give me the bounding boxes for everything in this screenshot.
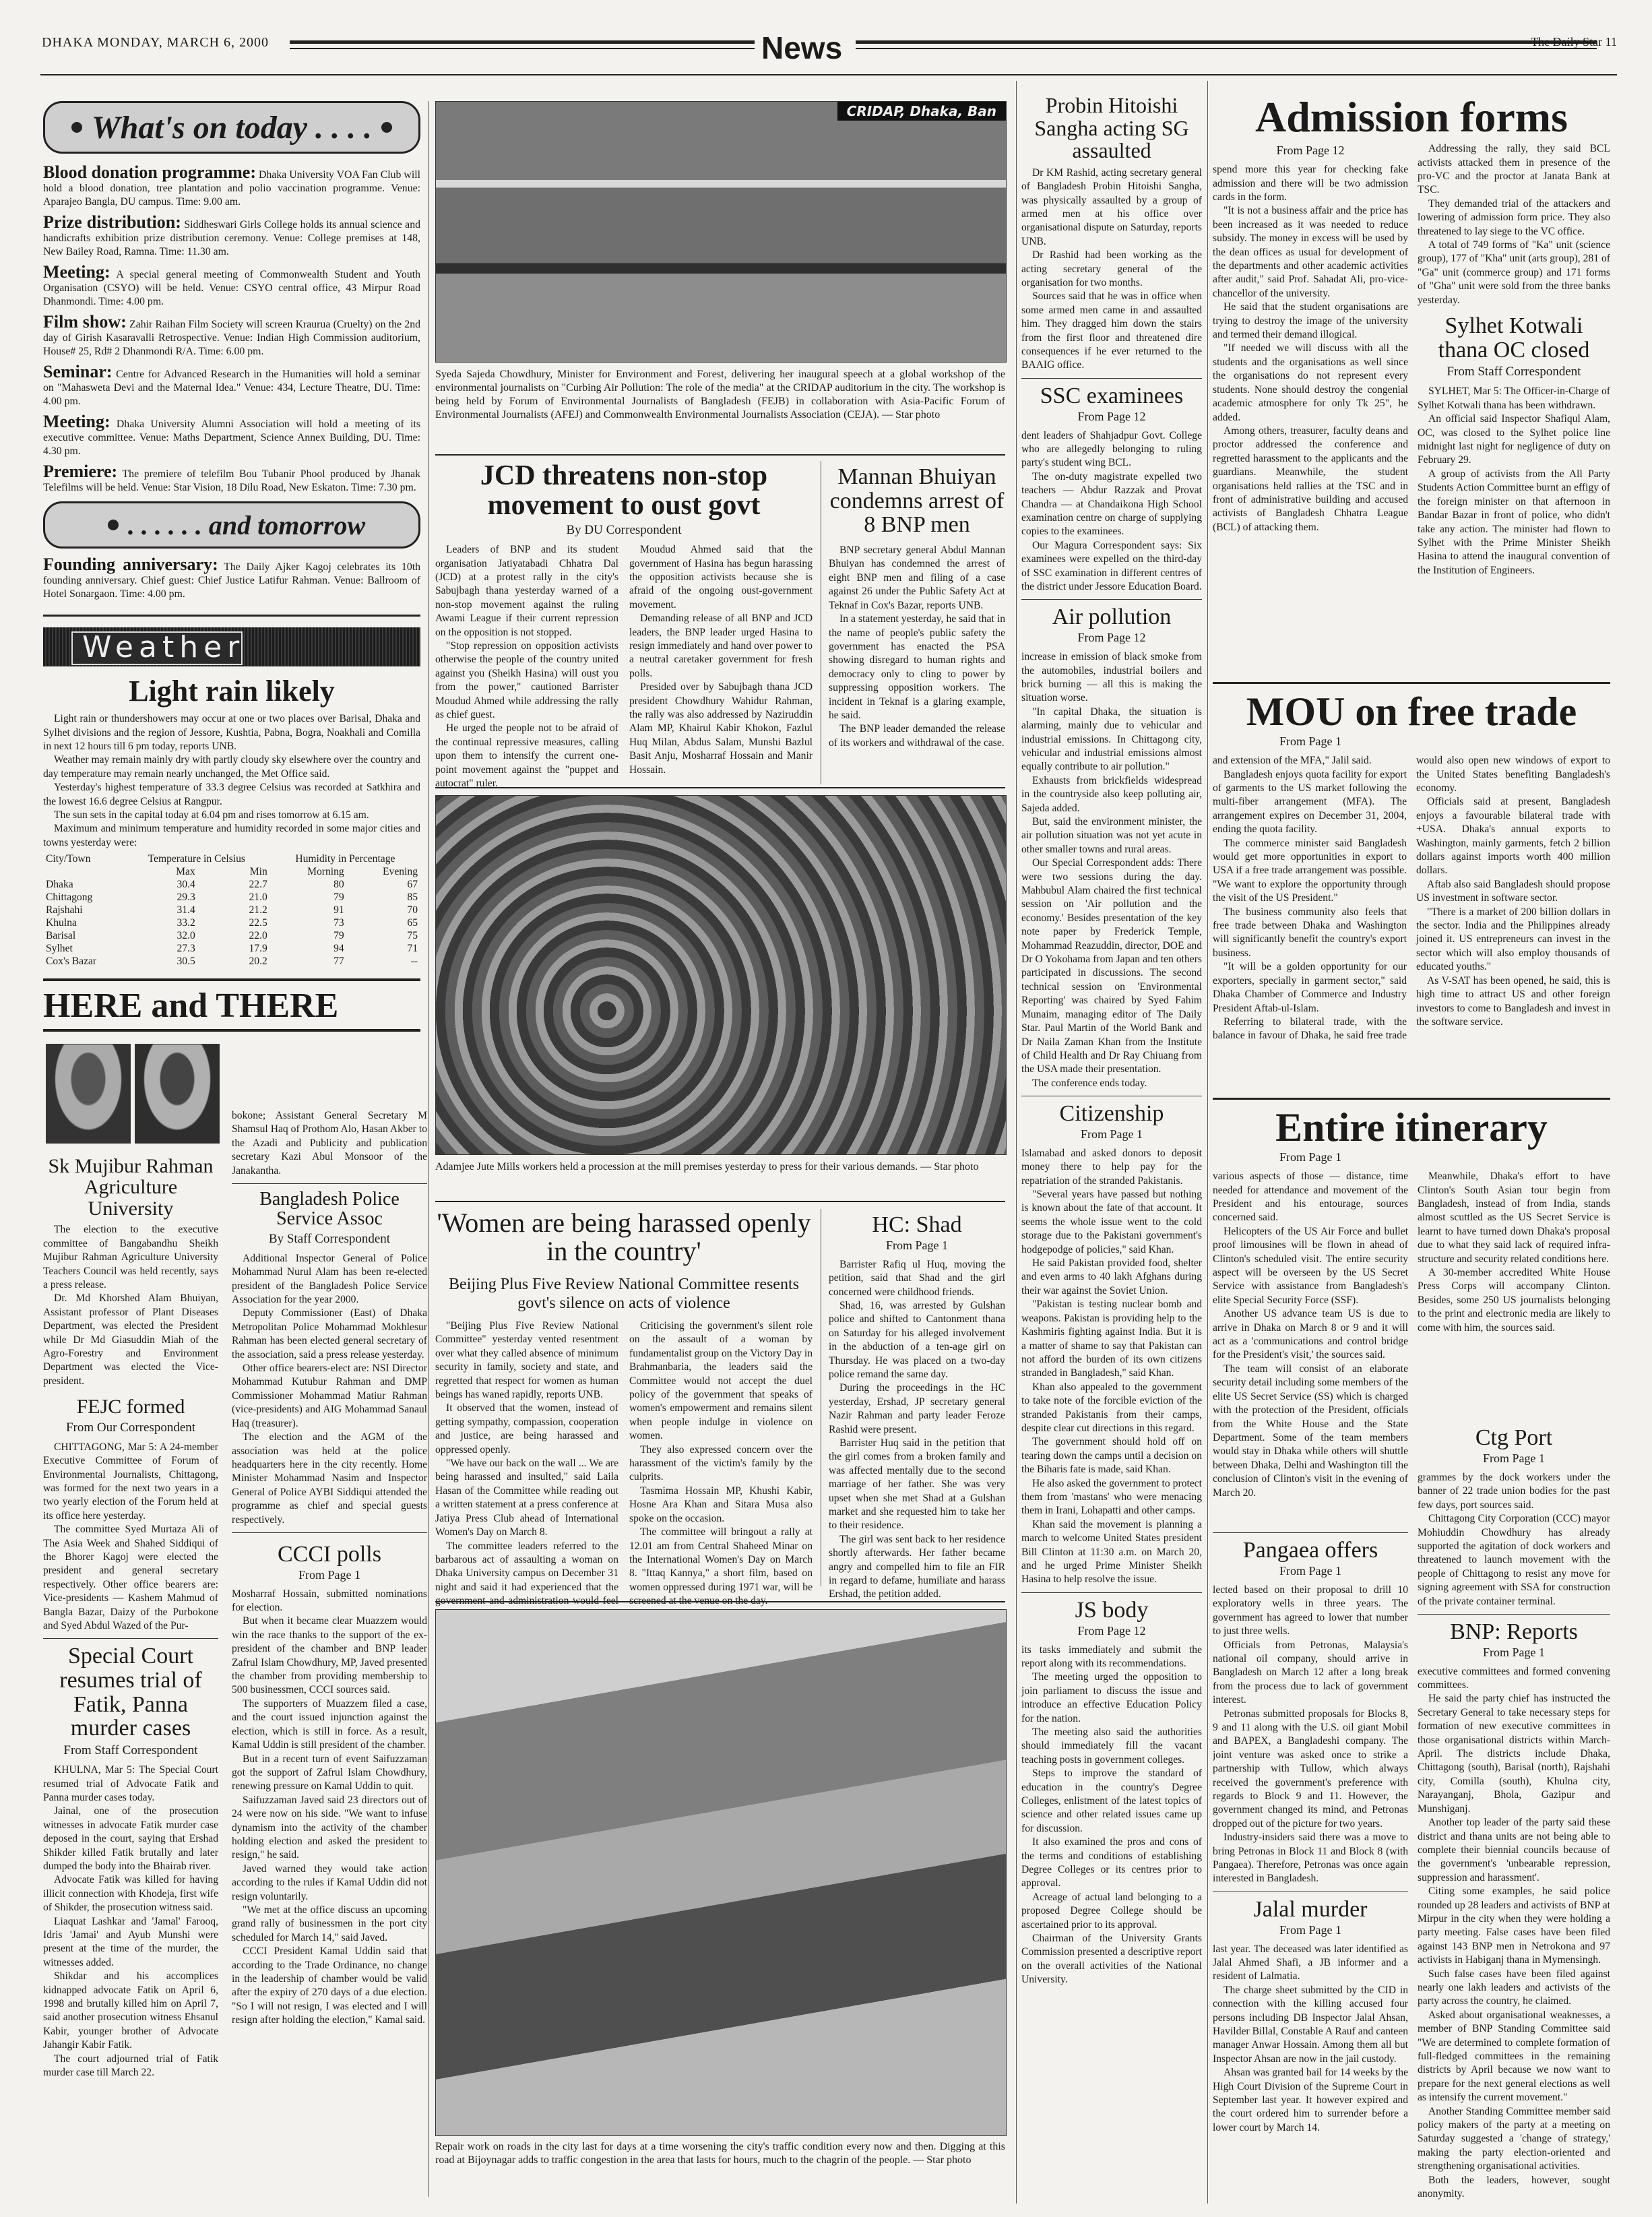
weather-row: Chittagong 29.3 21.0 79 85 <box>46 892 418 904</box>
paragraph: The meeting urged the opposition to join parliament to discuss the issue and introduce an effective Education Policy for the nation. <box>1021 1671 1202 1724</box>
portrait-photo <box>46 1044 131 1144</box>
paragraph: spend more this year for checking fake admission and there will be two admission cards in the form. <box>1213 164 1408 203</box>
paragraph: "Pakistan is testing nuclear bomb and weapons. Pakistan is providing help to the Kashmiris fighting against India. But it is a matter of shame to say that Pakistan can not afford the burden of its own citizens stranded in Bangladesh," said Khan. <box>1021 1299 1202 1379</box>
paragraph: "If needed we will discuss with all the students and the organisations as well since the organisations do not represent every students. None should destroy the congenial academic atmosphere for only Tk 25", he added. <box>1213 342 1408 423</box>
ccci-headline: CCCI polls <box>278 1541 381 1567</box>
paragraph: Jainal, one of the prosecution witnesses in advocate Fatik murder case deposed in the court, saying that Ershad Shikder killed Fatik brutally and later dumped the body into the Bhairab river. <box>43 1805 218 1872</box>
bnp-headline: BNP: Reports <box>1450 1619 1578 1644</box>
event-item: Film show: Zahir Raihan Film Society will screen Kraurua (Cruelty) on the 2nd day of Girish Kasaravalli Retrospective. Venue: Indian High Commission auditorium, House# 25, Rd# 2 Dhanmondi R/A. Time: 6.00 pm. <box>43 312 420 357</box>
paragraph: grammes by the dock workers under the banner of 22 trade union bodies for the past few days, port sources said. <box>1418 1471 1610 1511</box>
paragraph: Chittagong City Corporation (CCC) mayor Mohiuddin Chowdhury has already supported the agitation of dock workers and threatened to launch movement with the people of Chittagong to resist any move for signing agreement with SSA for construction of the private container terminal. <box>1418 1513 1610 1607</box>
paragraph: The supporters of Muazzem filed a case, and the court issued injunction against the election, which is still in force. As a result, Kamal Uddin is still president of the chamber. <box>232 1697 427 1751</box>
paragraph: He said that the student organisations are trying to destroy the image of the university and termed their demand illogical. <box>1213 301 1408 341</box>
paragraph: The conference ends today. <box>1032 1077 1147 1089</box>
paragraph: Chairman of the University Grants Commission presented a descriptive report on the overall activities of the National University. <box>1021 1933 1202 1986</box>
skmr-headline: Sk Mujibur Rahman Agriculture University <box>48 1154 214 1220</box>
paragraph: The government should hold off on tearing down the camps until a decision on the Biharis fate is made, said Khan. <box>1021 1436 1202 1476</box>
paragraph: Dr Rashid had been working as the acting secretary general of the organisation for two months. <box>1021 249 1202 289</box>
women-headline: 'Women are being harassed openly in the country' <box>437 1208 811 1266</box>
paragraph: As V-SAT has been opened, he said, this is high time to attract US and other foreign investors to come to Bangladesh and invest in the software service. <box>1416 974 1610 1028</box>
ctg-port-headline: Ctg Port <box>1475 1425 1553 1451</box>
paragraph: Liaquat Lashkar and 'Jamal' Farooq, Idris 'Jamai' and Ayub Munshi were present at the time of the murder, the witnesses added. <box>43 1915 218 1968</box>
weather-banner <box>43 627 420 666</box>
paragraph: The sun sets in the capital today at 6.04 pm and rises tomorrow at 6.15 am. <box>54 809 369 821</box>
ctg-port-text <box>1418 1471 1610 1609</box>
masthead-paper: The Daily Star 11 <box>1531 35 1617 49</box>
paragraph: Light rain or thundershowers may occur at one or two places over Barisal, Dhaka and Sylhet divisions and the region of Jessore, Kushtia, Pabna, Bogra, Noakhali and Comilla in next 12 hours till 6 pm today, reports UNB. <box>43 713 420 752</box>
paragraph: He also asked the government to protect them from 'mastans' who were menacing them in Irani, Lohapatti and other camps. <box>1021 1477 1202 1517</box>
paragraph: Citing some examples, he said police rounded up 28 leaders and activists of BNP at Mirpur in the city when they were holding a party meeting. False cases have been filed against 143 BNP men in Netrokona and 97 activists in Habiganj thana in Mymensingh. <box>1418 1885 1610 1966</box>
paragraph: Moudud Ahmed said that the government of Hasina has begun harassing the opposition activists because she is afraid of the ongoing oust-government movement. <box>629 544 813 611</box>
weather-row: Sylhet 27.3 17.9 94 71 <box>46 943 418 955</box>
photo-stamp: CRIDAP, Dhaka, Ban <box>837 102 1006 121</box>
hc-shad-headline: HC: Shad <box>872 1212 962 1237</box>
bpsa-text <box>232 1252 427 1527</box>
paragraph: Officials said at present, Bangladesh enjoys a favourable bilateral trade with +USA. Dhaka's annual exports to Washington, mainly garments, fetch 2 billion dollars against imports worth 400 million dollars. <box>1416 796 1610 877</box>
paragraph: KHULNA, Mar 5: The Special Court resumed trial of Advocate Fatik and Panna murder cases today. <box>43 1764 218 1803</box>
paragraph: Shad, 16, was arrested by Gulshan police and shifted to Cantonment thana on Saturday for his alleged involvement in the abduction of a ten-age girl on Thursday. He was placed on a two-day police remand the same day. <box>829 1299 1005 1380</box>
paragraph: The court adjourned trial of Fatik murder case till March 22. <box>43 2053 218 2079</box>
column-left: What's on today . . . . Blood donation programme: Dhaka University VOA Fan Club will hold a blood donation, tree plantation and polio vaccination programme. Venue: Aparajeo Bangla, DU campus. Time: 9.00 am. Prize distribution: Siddheswari Girls College holds its annual science and handicrafts exhibition prize distribution ceremony. Venue: College premises at 148, New Bailey Road, Ramna. Time: 11.30 am. Meeting: A special general meeting of Commonwealth Student and Youth Organisation (CSYO) will be held. Venue: CSYO central office, 43 Mirpur Road Dhanmondi. Time: 4.00 pm. Film show: Zahir Raihan Film Society will screen Kraurua (Cruelty) on the 2nd day of Girish Kasaravalli Retrospective. Venue: Indian High Commission auditorium, House# 25, Rd# 2 Dhanmondi R/A. Time: 6.00 pm. Seminar: Centre for Advanced Research in the Humanities will hold a seminar on "Mahasweta Devi and the Maternal Idea." Venue: 434, Lecture Theatre, DU. Time: 4.00 pm. Meeting: Dhaka University Alumni Association will hold a meeting of its executive committee. Venue: Maths Department, Science Annex Building, DU. Time: 4.30 pm. Premiere: The premiere of telefilm Bou Tubanir Phool produced by Jhanak Telefilms will be held. Venue: Star Vision, 18 Dilu Road, New Eskaton. Time: 7.30 pm. . . . . . . and tomorrow Founding anniversary: The Daily Ajker Kagoj celebrates its 10th founding anniversary. Chief guest: Chief Justice Latifur Rahman. Venue: Ballroom of Hotel Sonargaon. Time: 4.00 pm. Weather Light rain likely Light rain or thundershowers may occur at one or two places over Barisal, Dhaka and Sylhet divisions and the region of Jessore, Kushtia, Pabna, Bogra, Noakhali and Comilla in next 12 hours till 6 pm today, reports UNB. Weather may remain mainly dry with partly cloudy sky elsewhere over the country and day temperature may remain nearly unchanged, the Met Office said. Yesterday's highest temperature of 33.3 degree Celsius was recorded at Satkhira and the lowest 16.6 degree Celsius at Rangpur. The sun sets in the capital today at 6.04 pm and rises tomorrow at 6.15 am. Maximum and minimum temperature and humidity recorded in some major cities and towns yesterday were: City/Town Temperature in Celsius Humidity in Percentage Max Min Morning Evening Dhaka 30.4 22.7 80 67 Chittagong 29.3 21.0 79 85 Rajshahi 31.4 21.2 91 70 Khulna 33.2 22.5 73 65 Barisal 32.0 22.0 79 75 Sylhet 27.3 17.9 94 71 Cox's Bazar 30.5 20.2 77 -- HERE and THERE Sk Mujibur Rahman Agriculture University The election to the executive committee of Bangabandhu Sheikh Mujibur Rahman Agriculture University Teachers Council was held recently, says a press release. Dr. Md Khorshed Alam Bhuiyan, Assistant professor of Plant Diseases Department, was elected the President while Dr Md Giasuddin Miah of the Agro-Forestry and Environment Department was elected the Vice-president. FEJC formed From Our Correspondent CHITTAGONG, Mar 5: A 24-member Executive Committee of Forum of Environmental Journalists, Chittagong, was formed for the next two years in a two yearly election of the Forum held at its office here yesterday. The committee Syed Murtaza Ali of The Asia Week and Shahed Siddiqui of the Bhorer Kagoj were elected the president and general secretary respectively. Other office bearers are: Vice-presidents — Kashem Mahmud of Bangla Bazar, Daizy of the Purbokone and Syed Abdul Wazed of the Pur- Special Court resumes trial of Fatik, Panna murder cases From Staff Correspondent KHULNA, Mar 5: The Special Court resumed trial of Advocate Fatik and Panna murder cases today. Jainal, one of the prosecution witnesses in advocate Fatik murder case deposed in the court, saying that Ershad Shikder killed Fatik brutally and later dumped the body into the Bhairab river. Advocate Fatik was killed for having illicit connection with Khodeja, first wife of Shikder, the prosecution witness said. Liaquat Lashkar and 'Jamal' Farooq, Idris 'Jamai' and Ayub Munshi were present at the time of the murder, the witnesses added. Shikdar and his accomplices kidnapped advocate Fatik on April 6, 1998 and brutally killed him on April 7, said another prosecution witness Ehsanul Kabir, younger brother of Advocate Jahangir Kabir Fatik. The court adjourned trial of Fatik murder case till March 22. <box>43 101 420 2197</box>
column-right: Admission forms From Page 12 spend more this year for checking fake admission and there will be two admission cards in the form. "It is not a business affair and the price has been increased as it was needed to reduce subsidy. The money in excess will be used by the dean offices as usual for development of the departments and other academic activities after audit," said Prof. Sahadat Ali, pro-vice-chancellor of the university. He said that the student organisations are trying to destroy the image of the university and termed their demand illogical. "If needed we will discuss with all the students and the organisations as well since the organisations do not represent every students. None should destroy the congenial academic atmosphere for only Tk 25", he added. Among others, treasurer, faculty deans and proctor addressed the conference and regretted harassment to the applicants and the guardians. Meanwhile, the student organisations held rallies at the TSC and in front of administrative building and accused activists of Bangladesh Chhatra League (BCL) of attacking them. Addressing the rally, they said BCL activists attacked them in presence of the pro-VC and the proctor at Janata Bank at TSC. They demanded trial of the attackers and lowering of admission form price. They also threatened to lay siege to the VC office. A total of 749 forms of "Ka" unit (science group), 177 of "Kha" unit (arts group), 281 of "Ga" unit (commerce group) and 171 forms of "Gha" unit were sold from the three banks yesterday. Sylhet Kotwali thana OC closed From Staff Correspondent SYLHET, Mar 5: The Officer-in-Charge of Sylhet Kotwali thana has been withdrawn. An official said Inspector Shafiqul Alam, OC, was closed to the Sylhet police line midnight last night for negligence of duty on February 29. A group of activists from the All Party Students Action Committee burnt an effigy of the foreign minister on that afternoon in Bandar Bazar in front of police, who didn't take any action. The minister had flown to Sylhet with the Prime Minister Sheikh Hasina to attend the inaugural convention of the Institution of Engineers. MOU on free trade From Page 1 and extension of the MFA," Jalil said. Bangladesh enjoys quota facility for export of garments to the US market following the multi-fiber arrangement (MFA). The arrangement expires on December 31, 2004, ending the quota facility. The commerce minister said Bangladesh would get more opportunities in export to USA if a free trade arrangement was possible. "We want to explore the opportunity through the visit of the US President." The business community also feels that free trade between Dhaka and Washington will significantly benefit the country's export business. "It will be a golden opportunity for our exporters, specially in garment sector," said Dhaka Chamber of Commerce and Industry President Aftab-ul-Islam. Referring to bilateral trade, with the balance in favour of Dhaka, he said free trade would also open new windows of export to the United States benefiting Bangladesh's economy. Officials said at present, Bangladesh enjoys a favourable bilateral trade with +USA. Dhaka's annual exports to Washington, mainly garments, fetch 2 billion dollars against imports worth 400 million dollars. Aftab also said Bangladesh should propose US investment in software sector. "There is a market of 200 billion dollars in the sector. India and the Philippines already joined it. US entrepreneurs can invest in the sector which will also employ thousands of educated youths." As V-SAT has been opened, he said, this is high time to attract US and other foreign investors to come to Bangladesh and invest in the software service. Entire itinerary From Page 1 various aspects of those — distance, time needed for attendance and movement of the President and his entourage, sources concerned said. Helicopters of the US Air Force and bullet proof limousines will be flown in ahead of Clinton's scheduled visit. The entire security aspect will be overseen by the US Secret Service with assistance from Bangladesh's elite Special Security Force (SSF). Another US advance team US is due to arrive in Dhaka on March 8 or 9 and it will act as a 'communications and control bridge for the President's visit,' the sources said. The team will consist of an elaborate security detail including some members of the elite US Secret Service (SS) which is charged with the protection of the President, officials from the White House and the State Department. Some of the team members would stay in Dhaka while others will shuttle between Dhaka, Delhi and Washington till the conclusion of Clinton's visit in the evening of March 20. Pangaea offers From Page 1 lected based on their proposal to drill 10 exploratory wells in three years. The government has agreed to lower that number to just three wells. Officials from Petronas, Malaysia's national oil company, should arrive in Bangladesh on March 12 after a long break from the process due to lack of government interest. Petronas submitted proposals for Blocks 8, 9 and 11 along with the U.S. oil giant Mobil and BAPEX, a Bangladeshi company. The joint venture was asked once to strike a partnership with Tullow, which always received the government's preference with regards to Block 9 and 11. However, the government changed its mind, and Petronas dropped out of the picture for two years. Industry-insiders said there was a move to bring Petronas in Block 11 and Block 8 (with Pangaea). Therefore, Petronas was once again interested in Bangladesh. Jalal murder From Page 1 last year. The deceased was later identified as Jalal Ahmed Shafi, a JB informer and a resident of Lalmatia. The charge sheet submitted by the CID in connection with the killing accused four persons including DB Inspector Jalal Ahsan, Havilder Billal, Constable A Rauf and canteen manager Anwar Hossain. Among them all but Inspector Ahsan are now in the jail custody. Ahsan was granted bail for 14 weeks by the High Court Division of the Supreme Court in September last year. It however expired and the court ordered him to surrender before a lower court by March 14. Meanwhile, Dhaka's effort to have Clinton's South Asian tour begin from Bangladesh, instead of from India, stands almost scuttled as the US Secret Service is learnt to have turned down Dhaka's proposal due to what they said lack of required infra-structure and security related conditions here. A 30-member accredited White House Press Corps will accompany Clinton. Besides, some 250 US journalists belonging to the print and electronic media are likely to come with him, the sources said. Ctg Port From Page 1 grammes by the dock workers under the banner of 22 trade union bodies for the past few days, port sources said. Chittagong City Corporation (CCC) mayor Mohiuddin Chowdhury has already supported the agitation of dock workers and threatened to launch movement with the people of Chittagong to resist any move for signing agreement with SSA for construction of the private container terminal. BNP: Reports From Page 1 executive committees and formed convening committees. He said the party chief has instructed the Secretary General to take necessary steps for formation of new executive committees in those organisational districts within March-April. The districts include Dhaka, Chittagong (south), Barisal (north), Rajshahi city, Comilla (south), Khulna city, Narayanganj, Bhola, Gazipur and Munshiganj. Another top leader of the party said these district and thana units are not being able to complete their biennial councils because of the government's 'unbearable repression, suppression and harassment'. Citing some examples, he said police rounded up 28 leaders and activists of BNP at Mirpur in the city when they were holding a party meeting. False cases have been filed against 143 BNP men in Netrokona and 97 activists in Habiganj thana in Mymensingh. Such false cases have been filed against nearly one lakh leaders and activists of the party across the country, he claimed. Asked about organisational weaknesses, a member of BNP Standing Committee said "We are determined to complete formation of full-fledged committees in the remaining districts by April because we now want to prepare for the next general elections as well as intensify the current movement." Another Standing Committee member said policy makers of the party at a meeting on Saturday suggested a 'change of strategy,' making the party election-oriented and strengthening organisational activities. Both the leaders, however, sought anonymity. <box>1213 94 1610 2204</box>
paragraph: Such false cases have been filed against nearly one lakh leaders and activists of the party across the country, he claimed. <box>1418 1968 1610 2007</box>
paragraph: various aspects of those — distance, time needed for attendance and movement of the President and his entourage, sources concerned said. <box>1213 1170 1408 1224</box>
paragraph: "Beijing Plus Five Review National Committee" yesterday vented resentment over what they called absence of minimum security in family, society and state, and regretted that respect for women as human beings has waned rapidly, reports UNB. <box>435 1320 618 1401</box>
paragraph: But, said the environment minister, the air pollution situation was not yet acute in other smaller towns and rural areas. <box>1021 816 1202 855</box>
event-item: Seminar: Centre for Advanced Research in the Humanities will hold a seminar on "Mahasweta Devi and the Maternal Idea." Venue: 434, Lecture Theatre, DU. Time: 4.00 pm. <box>43 362 420 407</box>
paragraph: Weather may remain mainly dry with partly cloudy sky elsewhere over the country and day temperature may remain nearly unchanged, the Met Office said. <box>43 754 420 780</box>
pangaea-headline: Pangaea offers <box>1242 1538 1378 1563</box>
paragraph: He urged the people not to be afraid of the continual repressive measures, calling upon them to intensify the current one-point movement against the "puppet and autocrat" ruler. <box>435 722 618 790</box>
workshop-caption: Syeda Sajeda Chowdhury, Minister for Environment and Forest, delivering her inaugural speech at a global workshop of the environmental journalists on "Curbing Air Pollution: The role of the media" at the CRIDAP auditorium in the city. The workshop is being held by Forum of Environmental Journalists of Bangladesh (FEJB) in collaboration with Asia-Pacific Forum of Environmental Journalists (AFEJ) and Commonwealth Environmental Journalists Association (CEJA). — Star photo <box>435 369 1005 420</box>
paragraph: CHITTAGONG, Mar 5: A 24-member Executive Committee of Forum of Environmental Journalists, Chittagong, was formed for the next two years in a two yearly election of the Forum held at its office here yesterday. <box>43 1441 218 1522</box>
bnp-text <box>1418 1665 1610 2202</box>
weather-table: City/Town Temperature in Celsius Humidity in Percentage Max Min Morning Evening Dhaka 30.4 22.7 80 67 Chittagong 29.3 21.0 79 85 Rajshahi 31.4 21.2 91 70 Khulna 33.2 22.5 73 65 Barisal 32.0 22.0 79 75 Sylhet 27.3 17.9 94 71 Cox's Bazar 30.5 20.2 77 -- <box>43 852 420 968</box>
special-court-text <box>43 1763 218 2080</box>
column-middle: CRIDAP, Dhaka, Ban Syeda Sajeda Chowdhury, Minister for Environment and Forest, delivering her inaugural speech at a global workshop of the environmental journalists on "Curbing Air Pollution: The role of the media" at the CRIDAP auditorium in the city. The workshop is being held by Forum of Environmental Journalists of Bangladesh (FEJB) in collaboration with Asia-Pacific Forum of Environmental Journalists (AFEJ) and Commonwealth Environmental Journalists Association (CEJA). — Star photo JCD threatens non-stop movement to oust govt By DU Correspondent Leaders of BNP and its student organisation Jatiyatabadi Chhatra Dal (JCD) at a protest rally in the city's Sabujbagh thana yesterday warned of a non-stop movement against the ruling Awami League if their current repression on the opposition is not stopped. "Stop repression on opposition activists otherwise the people of the country united against you (Sheikh Hasina) will oust you from the power," cautioned Barrister Moudud Ahmed while addressing the rally as chief guest. He urged the people not to be afraid of the continual repressive measures, calling upon them to intensify the current one-point movement against the "puppet and autocrat" ruler. Moudud Ahmed said that the government of Hasina has begun harassing the opposition activists because she is afraid of the ongoing oust-government movement. Demanding release of all BNP and JCD leaders, the BNP leader urged Hasina to resign immediately and hand over power to a neutral caretaker government for fresh polls. Presided over by Sabujbagh thana JCD president Chowdhury Wahidur Rahman, the rally was also addressed by Naziruddin Alam MP, Khairul Kabir Khokon, Fazlul Huq Milan, Abdus Salam, Munshi Bazlul Basit Anju, Mosharraf Hossain and Manir Hossain. Mannan Bhuiyan condemns arrest of 8 BNP men BNP secretary general Abdul Mannan Bhuiyan has condemned the arrest of eight BNP men and filing of a case against 26 under the Public Safety Act at Teknaf in Cox's Bazar, reports UNB. In a statement yesterday, he said that in the name of people's public safety the government has enacted the PSA showing disregard to human rights and democracy only to cling to power by suppressing opposition workers. The incident in Teknaf is a glaring example, he said. The BNP leader demanded the release of its workers and withdrawal of the case. Adamjee Jute Mills workers held a procession at the mill premises yesterday to press for their various demands. — Star photo 'Women are being harassed openly in the country' Beijing Plus Five Review National Committee resents govt's silence on acts of violence "Beijing Plus Five Review National Committee" yesterday vented resentment over what they called absence of minimum security in family, society and state, and regretted that respect for women as human beings has waned rapidly, reports UNB. It observed that the women, instead of getting sympathy, compassion, cooperation and justice, are being harassed and oppressed openly. "We have our back on the wall ... We are being harassed and insulted," said Laila Hasan of the Committee while reading out a written statement at a press conference at Jatiya Press Club ahead of International Women's Day on March 8. The committee leaders referred to the barbarous act of assaulting a woman on Dhaka University campus on December 31 night and said it had experienced that the government and administration would feel Criticising the government's silent role on the assault of a woman by fundamentalist group on the Victory Day in Brahmanbaria, the leaders said the Committee would not accept the duel policy of the government that speaks of women's empowerment and remains silent when people indulge in violence on women. They also expressed concern over the harassment of the victim's family by the culprits. Tasmima Hossain MP, Khushi Kabir, Hosne Ara Khan and Sitara Musa also spoke on the occasion. The committee will bringout a rally at 12.01 am from Central Shaheed Minar on the International Women's Day on March 8. "Ittaq Kannya," a short film, based on women oppressed during 1971 war, will be screened at the venue on the day. HC: Shad From Page 1 Barrister Rafiq ul Huq, moving the petition, said that Shad and the girl concerned were childhood friends. Shad, 16, was arrested by Gulshan police and shifted to Cantonment thana on Saturday for his alleged involvement in the abduction of a ten-age girl on Thursday. He was placed on a two-day police remand the same day. During the proceedings in the HC yesterday, Ershad, JP secretary general Nazir Rahman and party leader Feroze Rashid were present. Barrister Huq said in the petition that the girl comes from a broken family and was affected mentally due to the second marriage of her father. She was very upset when she met Shad at a Gulshan market and she requested him to take her to their residence. The girl was sent back to her residence shortly afterwards. Her father became angry and compelled him to file an FIR in regard to defame, humiliate and harass Ershad, the petition added. Repair work on roads in the city last for days at a time worsening the city's traffic condition every now and then. Digging at this road at Bijoynagar adds to traffic congestion in the area that lasts for hours, much to the chagrin of the people. — Star photo <box>435 101 1008 2204</box>
paragraph: Both the leaders, however, sought anonymity. <box>1418 2174 1610 2200</box>
paragraph: The commerce minister said Bangladesh would get more opportunities in export to USA if a free trade arrangement was possible. "We want to explore the opportunity through the visit of the US President." <box>1213 837 1407 904</box>
paragraph: Helicopters of the US Air Force and bullet proof limousines will be flown in ahead of Clinton's scheduled visit. The entire security aspect will be overseen by the US Secret Service with assistance from Bangladesh's elite Special Security Force (SSF). <box>1213 1225 1408 1306</box>
whats-on-banner <box>43 101 420 154</box>
events-list <box>43 162 420 495</box>
paragraph: The election to the executive committee of Bangabandhu Sheikh Mujibur Rahman Agriculture University Teachers Council was held recently, says a press release. <box>43 1224 218 1290</box>
portrait-photo <box>135 1044 220 1144</box>
paragraph: They also expressed concern over the harassment of the victim's family by the culprits. <box>629 1443 813 1483</box>
event-item: Prize distribution: Siddheswari Girls College holds its annual science and handicrafts exhibition prize distribution ceremony. Venue: College premises at 148, New Bailey Road, Ramna. Time: 11.30 am. <box>43 212 420 257</box>
paragraph: It observed that the women, instead of getting sympathy, compassion, cooperation and justice, are being harassed and oppressed openly. <box>435 1402 618 1456</box>
weather-title: Weather <box>82 630 245 664</box>
mou-text <box>1213 754 1610 1091</box>
paragraph: Ahsan was granted bail for 14 weeks by the High Court Division of the Supreme Court in September last year. It however expired and the court ordered him to surrender before a lower court by March 14. <box>1213 2067 1408 2133</box>
paragraph: Officials from Petronas, Malaysia's national oil company, should arrive in Bangladesh on March 12 after a long break from the process due to lack of government interest. <box>1213 1639 1408 1706</box>
women-deck: Beijing Plus Five Review National Committee resents govt's silence on acts of violence <box>449 1276 799 1312</box>
paragraph: Dr. Md Khorshed Alam Bhuiyan, Assistant professor of Plant Diseases Department, was elected the President while Dr Md Giasuddin Miah of the Agro-Forestry and Environment Department was elected the Vice-president. <box>43 1292 218 1387</box>
paragraph: He said Pakistan provided food, shelter and even arms to 40 lakh Afghans during their war against the Soviet Union. <box>1021 1257 1202 1297</box>
whats-on-title: What's on today . . . . <box>91 109 373 146</box>
paragraph: Demanding release of all BNP and JCD leaders, the BNP leader urged Hasina to resign immediately and hand over power to a neutral caretaker government for fresh polls. <box>629 613 813 679</box>
weather-row: Khulna 33.2 22.5 73 65 <box>46 917 418 929</box>
paragraph: Dr KM Rashid, acting secretary general of Bangladesh Probin Hitoishi Sangha, was physically assaulted by a group of armed men at his office over organisational dispute on Saturday, reports UNB. <box>1021 166 1202 247</box>
ccci-text <box>232 1588 427 2028</box>
paragraph: It also examined the pros and cons of the terms and conditions of establishing Degree Colleges or its centres prior to approval. <box>1021 1836 1202 1890</box>
paragraph: Barrister Rafiq ul Huq, moving the petition, said that Shad and the girl concerned were childhood friends. <box>829 1258 1005 1298</box>
masthead <box>7 30 1637 70</box>
column-left-inner: bokone; Assistant General Secretary M Shamsul Haq of Prothom Alo, Hasan Akber to the Azadi and Publicity and publication secretary Kazi Abul Monsoor of the Janakantha. Bangladesh Police Service Assoc By Staff Correspondent Additional Inspector General of Police Mohammad Nurul Alam has been re-elected president of the Bangladesh Police Service Association for the year 2000. Deputy Commissioner (East) of Dhaka Metropolitan Police Mohammad Mokhlesur Rahman has been elected general secretary of the association, said a press release yesterday. Other office bearers-elect are: NSI Director Mohammad Kutubur Rahman and DMP Commissioner Mohammad Matiur Rahman (vice-presidents) and AIG Mohammad Sanaul Haq (treasurer). The election and the AGM of the association was held at the police headquarters here in the city recently. Home Minister Mohammad Nasim and Inspector General of Police AYBI Siddiqui attended the programme as chief and special guests respectively. CCCI polls From Page 1 Mosharraf Hossain, submitted nominations for election. But when it became clear Muazzem would win the race thanks to the support of the ex-president of the chamber and BNP leader Zafrul Islam Chowdhury, MP, Javed presented the chamber from providing membership to 500 businessmen, CCCI sources said. The supporters of Muazzem filed a case, and the court issued injunction against the election, which is still in force. As a result, Kamal Uddin is still president of the chamber. But in a recent turn of event Saifuzzaman got the support of Zafrul Islam Chowdhury, renewing pressure on Kamal Uddin to quit. Saifuzzaman Javed said 23 directors out of 24 were now on his side. "We want to infuse dynamism into the activity of the chamber holding election and asked the president to resign," he said. Javed warned they would take action according to the rules if Kamal Uddin did not resign voluntarily. "We met at the office discuss an upcoming grand rally of businessmen in the port city scheduled for March 14," said Javed. CCCI President Kamal Uddin said that according to the Trade Ordinance, no change in the leadership of chamber would be valid after the expiry of 270 days of a due election. "So I will not resign, I was elected and I will resign after holding the election," Kamal said. <box>232 1109 427 2201</box>
paragraph: In a statement yesterday, he said that in the name of people's public safety the government has enacted the PSA showing disregard to human rights and democracy only to cling to power by suppressing opposition workers. The incident in Teknaf is a glaring example, he said. <box>829 613 1005 721</box>
paragraph: Khan also appealed to the government to take note of the forcible eviction of the stranded Pakistanis from their camps, despite clear cut directions in this regard. <box>1021 1381 1202 1434</box>
paragraph: The on-duty magistrate expelled two teachers — Abdur Razzak and Provat Chandra — at Chandaikona High School examination centre on charge of supplying copies to the examinees. <box>1021 470 1202 538</box>
probin-text <box>1021 166 1202 373</box>
paragraph: The meeting also said the authorities should immediately fill the vacant teaching posts in government colleges. <box>1021 1726 1202 1766</box>
citizenship-text <box>1021 1147 1202 1587</box>
special-court-headline: Special Court resumes trial of Fatik, Panna murder cases <box>59 1644 202 1741</box>
paragraph: Exhausts from brickfields widespread in the countryside also keep polluting air, Sajeda added. <box>1021 774 1202 814</box>
sylhet-headline: Sylhet Kotwali thana OC closed <box>1438 313 1590 363</box>
paragraph: Meanwhile, Dhaka's effort to have Clinton's South Asian tour begin from Bangladesh, instead of from India, stands almost scuttled as the US Secret Service is learnt to have turned down Dhaka's proposal due to what they said lack of required infra-structure and security related conditions here. <box>1418 1170 1610 1265</box>
paragraph: Additional Inspector General of Police Mohammad Nurul Alam has been re-elected president of the Bangladesh Police Service Association for the year 2000. <box>232 1252 427 1306</box>
paragraph: But in a recent turn of event Saifuzzaman got the support of Zafrul Islam Chowdhury, renewing pressure on Kamal Uddin to quit. <box>232 1753 427 1792</box>
paragraph: Among others, treasurer, faculty deans and proctor addressed the conference and regretted harassment to the applicants and the guardians. Meanwhile, the student organisations held rallies at the TSC and in front of administrative building and accused activists of Bangladesh Chhatra League (BCL) of attacking them. <box>1213 425 1408 533</box>
paragraph: The committee will bringout a rally at 12.01 am from Central Shaheed Minar on the International Women's Day on March 8. "Ittaq Kannya," a short film, based on women oppressed during 1971 war, will be screened at the venue on the day. <box>629 1526 813 1607</box>
procession-photo <box>435 795 1007 1155</box>
sylhet-text <box>1418 385 1610 577</box>
paragraph: The BNP leader demanded the release of its workers and withdrawal of the case. <box>829 723 1005 749</box>
section-title: News <box>761 30 843 65</box>
road-repair-caption: Repair work on roads in the city last for days at a time worsening the city's traffic condition every now and then. Digging at this road at Bijoynagar adds to traffic congestion in the area that lasts for hours, much to the chagrin of the people. — Star photo <box>435 2141 1005 2166</box>
paragraph: increase in emission of black smoke from the automobiles, industrial boilers and brick burning — all this is making the situation worse. <box>1021 651 1202 704</box>
paragraph: They demanded trial of the attackers and lowering of admission form price. They also threatened to lay siege to the VC office. <box>1418 197 1610 237</box>
paragraph: and extension of the MFA," Jalil said. <box>1213 755 1372 767</box>
here-there-cont-text <box>232 1109 427 1178</box>
paragraph: Mosharraf Hossain, submitted nominations for election. <box>232 1588 427 1614</box>
masthead-date: DHAKA MONDAY, MARCH 6, 2000 <box>42 35 269 50</box>
paragraph: bokone; Assistant General Secretary M Shamsul Haq of Prothom Alo, Hasan Akber to the Azadi and Publicity and publication secretary Kazi Abul Monsoor of the Janakantha. <box>232 1110 427 1177</box>
paragraph: last year. The deceased was later identified as Jalal Ahmed Shafi, a JB informer and a resident of Lalmatia. <box>1213 1943 1408 1982</box>
paragraph: Criticising the government's silent role on the assault of a woman by fundamentalist group on the Victory Day in Brahmanbaria, the leaders said the Committee would not accept the duel policy of the government that speaks of women's empowerment and remains silent when people indulge in violence on women. <box>629 1320 813 1442</box>
paragraph: The committee leaders referred to the barbarous act of assaulting a woman on Dhaka University campus on December 31 night and said it had experienced that the government and administration would feel <box>435 1540 618 1607</box>
jalal-text <box>1213 1943 1408 2135</box>
paragraph: An official said Inspector Shafiqul Alam, OC, was closed to the Sylhet police line midnight last night for negligence of duty on February 29. <box>1418 413 1610 466</box>
paragraph: A 30-member accredited White House Press Corps will accompany Clinton. Besides, some 250 US journalists belonging to the print and electronic media are likely to come with him, the sources said. <box>1418 1267 1610 1334</box>
admission-headline: Admission forms <box>1254 94 1568 141</box>
paragraph: The committee Syed Murtaza Ali of The Asia Week and Shahed Siddiqui of the Bhorer Kagoj were elected the president and general secretary respectively. Other office bearers are: Vice-presidents — Kashem Mahmud of Bangla Bazar, Daizy of the Purbokone and Syed Abdul Wazed of the Pur- <box>43 1524 218 1631</box>
paragraph: Islamabad and asked donors to deposit money there to help pay for the repatriation of the stranded Pakistanis. <box>1021 1147 1202 1187</box>
skmr-text <box>43 1223 218 1388</box>
paragraph: Maximum and minimum temperature and humidity recorded in some major cities and towns yesterday were: <box>43 823 420 848</box>
paragraph: Another Standing Committee member said policy makers of the party at a meeting on Saturday suggested a 'change of strategy,' making the party election-oriented and strengthening organisational activities. <box>1418 2105 1610 2173</box>
admission-text <box>1213 163 1408 675</box>
here-and-there-title: HERE and THERE <box>43 987 339 1026</box>
workshop-photo <box>435 101 1007 363</box>
paragraph: Barrister Huq said in the petition that the girl comes from a broken family and was affected mentally due to the second marriage of her father. She was very upset when she met Shad at a Gulshan market and she requested him to take her to their residence. <box>829 1437 1005 1532</box>
paragraph: Steps to improve the standard of education in the country's Degree Colleges, enlistment of the latest topics of science and other related issues came up for discussion. <box>1021 1768 1202 1834</box>
paragraph: Deputy Commissioner (East) of Dhaka Metropolitan Police Mohammad Mokhlesur Rahman has been elected general secretary of the association, said a press release yesterday. <box>232 1307 427 1361</box>
paragraph: Petronas submitted proposals for Blocks 8, 9 and 11 along with the U.S. oil giant Mobil and BAPEX, a Bangladeshi company. The joint venture was asked once to strike a partnership with Tullow, which always received the government's preference with regards to Block 9 and 11. However, the government changed its mind, and Petronas dropped out of the picture for two years. <box>1213 1708 1408 1830</box>
paragraph: Industry-insiders said there was a move to bring Petronas in Block 11 and Block 8 (with Pangaea). Therefore, Petronas was once again interested in Bangladesh. <box>1213 1832 1408 1885</box>
paragraph: A total of 749 forms of "Ka" unit (science group), 177 of "Kha" unit (arts group), 281 of "Ga" unit (commerce group) and 171 forms of "Gha" unit were sold from the three banks yesterday. <box>1418 239 1610 306</box>
column-right-middle: Probin Hitoishi Sangha acting SG assaulted Dr KM Rashid, acting secretary general of Bangladesh Probin Hitoishi Sangha, was physically assaulted by a group of armed men at his office over organisational dispute on Saturday, reports UNB. Dr Rashid had been working as the acting secretary general of the organisation for two months. Sources said that he was in office when some armed men came in and assaulted him. They dragged him down the stairs from the first floor and threatened dire consequences if he ever returned to the BAAIG office. SSC examinees From Page 12 dent leaders of Shahjadpur Govt. College who are allegedly belonging to ruling party's student wing BCL. The on-duty magistrate expelled two teachers — Abdur Razzak and Provat Chandra — at Chandaikona High School examination centre on charge of supplying copies to the examinees. Our Magura Correspondent says: Six examinees were expelled on the third-day of SSC examination in different centres of the district under Jessore Education Board. Air pollution From Page 12 increase in emission of black smoke from the automobiles, industrial boilers and brick burning — all this is making the situation worse. "In capital Dhaka, the situation is alarming, mainly due to vehicular and industrial emissions. In Chittagong city, vehicular and industrial emissions almost equally contribute to air pollution." Exhausts from brickfields widespread in the countryside also keep polluting air, Sajeda added. But, said the environment minister, the air pollution situation was not yet acute in other smaller towns and rural areas. Our Special Correspondent adds: There were two sessions during the day. Mahbubul Alam chaired the first technical session on 'Air pollution and the economy.' Besides presentation of the key note paper by Frederick Temple, Mohammad Reazuddin, director, DOE and Dr O Yokohama from Japan and ten others participated in discussions. The second technical session on 'Environmental Reporting' was chaired by Syed Fahim Munaim, managing editor of The Daily Star. Paul Martin of the World Bank and Dr Naila Zaman Khan from the Institute of Child Health and Dr Ray Chiuang from the USA made their presentation. The conference ends today. Citizenship From Page 1 Islamabad and asked donors to deposit money there to help pay for the repatriation of the stranded Pakistanis. "Several years have passed but nothing is known about the fate of that account. It seems the whole issue went to the cold storage due to the Pakistani government's hodgepodge of policies," said Khan. He said Pakistan provided food, shelter and even arms to 40 lakh Afghans during their war against the Soviet Union. "Pakistan is testing nuclear bomb and weapons. Pakistan is providing help to the Kashmiris fighting against India. But it is a matter of shame to say that Pakistan can not afford the burden of its own citizens stranded in Bangladesh," said Khan. Khan also appealed to the government to take note of the forcible eviction of the stranded Pakistanis from their camps, despite clear cut directions in this regard. The government should hold off on tearing down the camps until a decision on the Biharis fate is made, said Khan. He also asked the government to protect them from 'mastans' who were menacing them in Irani, Lohapatti and other camps. Khan said the movement is planning a march to welcome United States president Bill Clinton at 11:30 a.m. on March 20, and he urged Prime Minister Sheikh Hasina to help resolve the issue. JS body From Page 12 its tasks immediately and submit the report along with its recommendations. The meeting urged the opposition to join parliament to discuss the issue and introduce an effective Education Policy for the nation. The meeting also said the authorities should immediately fill the vacant teaching posts in government colleges. Steps to improve the standard of education in the country's Degree Colleges, enlistment of the latest topics of science and other related issues came up for discussion. It also examined the pros and cons of the terms and conditions of establishing Degree Colleges or its centres prior to approval. Acreage of actual land belonging to a proposed Degree College should be ascertained prior to its approval. Chairman of the University Grants Commission presented a descriptive report on the overall activities of the National University. <box>1021 94 1202 2204</box>
hc-shad-text <box>829 1258 1005 1602</box>
event-item: Meeting: Dhaka University Alumni Association will hold a meeting of its executive committee. Venue: Maths Department, Science Annex Building, DU. Time: 4.30 pm. <box>43 412 420 457</box>
paragraph: SYLHET, Mar 5: The Officer-in-Charge of Sylhet Kotwali thana has been withdrawn. <box>1418 385 1610 411</box>
tomorrow-banner <box>43 501 420 549</box>
air-text <box>1021 650 1202 1090</box>
paragraph: lected based on their proposal to drill 10 exploratory wells in three years. The government has agreed to lower that number to just three wells. <box>1213 1584 1408 1637</box>
citizenship-headline: Citizenship <box>1059 1101 1164 1127</box>
fejc-text <box>43 1441 218 1633</box>
paragraph: Other office bearers-elect are: NSI Director Mohammad Kutubur Rahman and DMP Commissioner Mohammad Matiur Rahman (vice-presidents) and AIG Mohammad Sanaul Haq (treasurer). <box>232 1363 427 1429</box>
paragraph: The business community also feels that free trade between Dhaka and Washington will significantly benefit the country's export business. <box>1213 906 1407 959</box>
tomorrow-title: . . . . . . and tomorrow <box>127 509 366 540</box>
pangaea-text <box>1213 1584 1408 1886</box>
paragraph: Advocate Fatik was killed for having illicit connection with Khodeja, first wife of Shikder, the prosecution witness said. <box>43 1874 218 1914</box>
paragraph: Tasmima Hossain MP, Khushi Kabir, Hosne Ara Khan and Sitara Musa also spoke on the occasion. <box>629 1485 813 1524</box>
paragraph: "Stop repression on opposition activists otherwise the people of the country united against you (Sheikh Hasina) will oust you from the power," cautioned Barrister Moudud Ahmed while addressing the rally as chief guest. <box>435 640 618 721</box>
paragraph: Our Magura Correspondent says: Six examinees were expelled on the third-day of SSC examination in different centres of the district under Jessore Education Board. <box>1021 539 1202 593</box>
probin-headline: Probin Hitoishi Sangha acting SG assaulted <box>1034 94 1189 163</box>
mou-headline: MOU on free trade <box>1246 689 1577 735</box>
mannan-text <box>829 544 1005 750</box>
itinerary-text <box>1213 1170 1408 1527</box>
paragraph: Another top leader of the party said these district and thana units are not being able to complete their biennial councils because of the government's 'unbearable repression, suppression and harassment'. <box>1418 1817 1610 1883</box>
paragraph: Asked about organisational weaknesses, a member of BNP Standing Committee said "We are determined to complete formation of full-fledged committees in the remaining districts by April because we now want to prepare for the next general elections as well as intensify the current movement." <box>1418 2009 1610 2104</box>
paragraph: BNP secretary general Abdul Mannan Bhuiyan has condemned the arrest of eight BNP men and filing of a case against 26 under the Public Safety Act at Teknaf in Cox's Bazar, reports UNB. <box>829 544 1005 611</box>
paragraph: Addressing the rally, they said BCL activists attacked them in presence of the pro-VC and the proctor at Janata Bank at TSC. <box>1418 143 1610 196</box>
weather-row: Barisal 32.0 22.0 79 75 <box>46 930 418 942</box>
paragraph: Saifuzzaman Javed said 23 directors out of 24 were now on his side. "We want to infuse dynamism into the activity of the chamber holding election and asked the president to resign," he said. <box>232 1794 427 1861</box>
paragraph: Sources said that he was in office when some armed men came in and assaulted him. They dragged him down the stairs from the first floor and threatened dire consequences if he ever returned to the BAAIG office. <box>1021 290 1202 371</box>
paragraph: "We have our back on the wall ... We are being harassed and insulted," said Laila Hasan of the Committee while reading out a written statement at a press conference at Jatiya Press Club ahead of International Women's Day on March 8. <box>435 1458 618 1538</box>
paragraph: Shikdar and his accomplices kidnapped advocate Fatik on April 6, 1998 and brutally killed him on April 7, said another prosecution witness Ehsanul Kabir, younger brother of Advocate Jahangir Kabir Fatik. <box>43 1970 218 2051</box>
itinerary-headline: Entire itinerary <box>1275 1105 1548 1150</box>
air-headline: Air pollution <box>1052 604 1172 630</box>
paragraph: "Several years have passed but nothing is known about the fate of that account. It seems the whole issue went to the cold storage due to the Pakistani government's hodgepodge of policies," said Khan. <box>1021 1189 1202 1255</box>
jalal-headline: Jalal murder <box>1253 1896 1368 1922</box>
js-body-headline: JS body <box>1075 1597 1149 1623</box>
paragraph: Leaders of BNP and its student organisation Jatiyatabadi Chhatra Dal (JCD) at a protest rally in the city's Sabujbagh thana yesterday warned of a non-stop movement against the ruling Awami League if their current repression on the opposition is not stopped. <box>435 544 618 638</box>
event-item: Blood donation programme: Dhaka University VOA Fan Club will hold a blood donation, tree plantation and polio vaccination programme. Venue: Aparajeo Bangla, DU campus. Time: 9.00 am. <box>43 162 420 208</box>
ssc-text <box>1021 429 1202 594</box>
paragraph: Referring to bilateral trade, with the balance in favour of Dhaka, he said free trade would also open new windows of export to the United States benefiting Bangladesh's economy. <box>1213 755 1610 1042</box>
tomorrow-event: Founding anniversary: The Daily Ajker Kagoj celebrates its 10th founding anniversary. Chief guest: Chief Justice Latifur Rahman. Venue: Ballroom of Hotel Sonargaon. Time: 4.00 pm. <box>43 555 420 600</box>
paragraph: "It will be a golden opportunity for our exporters, specially in garment sector," said Dhaka Chamber of Commerce and Industry President Aftab-ul-Islam. <box>1213 961 1407 1014</box>
paragraph: Bangladesh enjoys quota facility for export of garments to the US market following the multi-fiber arrangement (MFA). The arrangement expires on December 31, 2004, ending the quota facility. <box>1213 768 1407 836</box>
event-item: Meeting: A special general meeting of Commonwealth Student and Youth Organisation (CSYO) will be held. Venue: CSYO central office, 43 Mirpur Road Dhanmondi. Time: 4.00 pm. <box>43 262 420 307</box>
paragraph: Yesterday's highest temperature of 33.3 degree Celsius was recorded at Satkhira and the lowest 16.6 degree Celsius at Rangpur. <box>43 782 420 807</box>
paragraph: The team will consist of an elaborate security detail including some members of the elite US Secret Service (SS) which is charged with the protection of the President, officials from the White House and the State Department. Some of the team members would stay in Dhaka while others will shuttle between Dhaka, Delhi and Washington till the conclusion of Clinton's visit in the evening of March 20. <box>1213 1363 1408 1499</box>
mannan-headline: Mannan Bhuiyan condemns arrest of 8 BNP men <box>829 464 1005 538</box>
paragraph: A group of activists from the All Party Students Action Committee burnt an effigy of the foreign minister on that afternoon in Bandar Bazar in front of police, who didn't take any action. The minister had flown to Sylhet with the Prime Minister Sheikh Hasina to attend the inaugural convention of the Institution of Engineers. <box>1418 468 1610 576</box>
fejc-headline: FEJC formed <box>76 1396 185 1418</box>
weather-headline: Light rain likely <box>129 675 335 708</box>
paragraph: The charge sheet submitted by the CID in connection with the killing accused four persons including DB Inspector Jalal Ahsan, Havilder Billal, Constable A Rauf and canteen manager Anwar Hossain. Among them all but Inspector Ahsan are now in the jail custody. <box>1213 1984 1408 2065</box>
weather-row: Cox's Bazar 30.5 20.2 77 -- <box>46 956 418 968</box>
weather-row: Rajshahi 31.4 21.2 91 70 <box>46 904 418 916</box>
paragraph: "It is not a business affair and the price has been increased as it was needed to reduce subsidy. The money in excess will be used by the dean offices as usual for development of the departments and other academic activities after audit," said Prof. Sahadat Ali, pro-vice-chancellor of the university. <box>1213 205 1408 299</box>
paragraph: Aftab also said Bangladesh should propose US investment in software sector. <box>1416 878 1610 904</box>
paragraph: Another US advance team US is due to arrive in Dhaka on March 8 or 9 and it will act as a 'communications and control bridge for the President's visit,' the sources said. <box>1213 1308 1408 1361</box>
weather-row: Dhaka 30.4 22.7 80 67 <box>46 879 418 891</box>
procession-caption: Adamjee Jute Mills workers held a procession at the mill premises yesterday to press for their various demands. — Star photo <box>435 1161 979 1173</box>
js-body-text <box>1021 1644 1202 1987</box>
paragraph: "In capital Dhaka, the situation is alarming, mainly due to vehicular and industrial emissions. In Chittagong city, vehicular and industrial emissions almost equally contribute to air pollution." <box>1021 706 1202 773</box>
paragraph: Our Special Correspondent adds: There were two sessions during the day. Mahbubul Alam chaired the first technical session on 'Air pollution and the economy.' Besides presentation of the key note paper by Frederick Temple, Mohammad Reazuddin, director, DOE and Dr O Yokohama from Japan and ten others participated in discussions. The second technical session on 'Environmental Reporting' was chaired by Syed Fahim Munaim, managing editor of The Daily Star. Paul Martin of the World Bank and Dr Naila Zaman Khan from the Institute of Child Health and Dr Ray Chiuang from the USA made their presentation. <box>1021 857 1202 1075</box>
paragraph: Javed warned they would take action according to the rules if Kamal Uddin did not resign voluntarily. <box>232 1863 427 1902</box>
paragraph: Presided over by Sabujbagh thana JCD president Chowdhury Wahidur Rahman, the rally was also addressed by Naziruddin Alam MP, Khairul Kabir Khokon, Fazlul Huq Milan, Abdus Salam, Munshi Bazlul Basit Anju, Mosharraf Hossain and Manir Hossain. <box>629 681 813 776</box>
paragraph: CCCI President Kamal Uddin said that according to the Trade Ordinance, no change in the leadership of chamber would be valid after the expiry of 270 days of a due election. "So I will not resign, I was elected and I will resign after holding the election," Kamal said. <box>232 1945 427 2026</box>
road-repair-photo <box>435 1609 1007 2136</box>
jcd-headline: JCD threatens non-stop movement to oust govt <box>480 460 768 522</box>
event-item: Premiere: The premiere of telefilm Bou Tubanir Phool produced by Jhanak Telefilms will be held. Venue: Star Vision, 18 Dilu Road, New Eskaton. Time: 7.30 pm. <box>43 462 420 493</box>
paragraph: He said the party chief has instructed the Secretary General to take necessary steps for formation of new executive committees in those organisational districts within March-April. The districts include Dhaka, Chittagong (south), Barisal (north), Rajshahi city, Comilla (south), Khulna city, Narayanganj, Bhola, Gazipur and Munshiganj. <box>1418 1693 1610 1815</box>
paragraph: Acreage of actual land belonging to a proposed Degree College should be ascertained prior to its approval. <box>1021 1891 1202 1931</box>
paragraph: executive committees and formed convening committees. <box>1418 1665 1610 1691</box>
paragraph: Khan said the movement is planning a march to welcome United States president Bill Clinton at 11:30 a.m. on March 20, and he urged Prime Minister Sheikh Hasina to help resolve the issue. <box>1021 1518 1202 1586</box>
paragraph: But when it became clear Muazzem would win the race thanks to the support of the ex-president of the chamber and BNP leader Zafrul Islam Chowdhury, MP, Javed presented the chamber from providing membership to 500 businessmen, CCCI sources said. <box>232 1615 427 1696</box>
paragraph: "There is a market of 200 billion dollars in the sector. India and the Philippines already joined it. US entrepreneurs can invest in the sector which will also employ thousands of educated youths." <box>1416 906 1610 973</box>
paragraph: its tasks immediately and submit the report along with its recommendations. <box>1021 1644 1202 1669</box>
paragraph: dent leaders of Shahjadpur Govt. College who are allegedly belonging to ruling party's student wing BCL. <box>1021 429 1202 469</box>
paragraph: "We met at the office discuss an upcoming grand rally of businessmen in the port city scheduled for March 14," said Javed. <box>232 1904 427 1943</box>
paragraph: During the proceedings in the HC yesterday, Ershad, JP secretary general Nazir Rahman and party leader Feroze Rashid were present. <box>829 1382 1005 1435</box>
weather-text <box>43 712 420 850</box>
paragraph: The girl was sent back to her residence shortly afterwards. Her father became angry and compelled him to file an FIR in regard to defame, humiliate and harass Ershad, the petition added. <box>829 1533 1005 1600</box>
bpsa-headline: Bangladesh Police Service Assoc <box>259 1189 400 1230</box>
paragraph: The election and the AGM of the association was held at the police headquarters here in the city recently. Home Minister Mohammad Nasim and Inspector General of Police AYBI Siddiqui attended the programme as chief and special guests respectively. <box>232 1431 427 1526</box>
ssc-headline: SSC examinees <box>1040 383 1184 408</box>
